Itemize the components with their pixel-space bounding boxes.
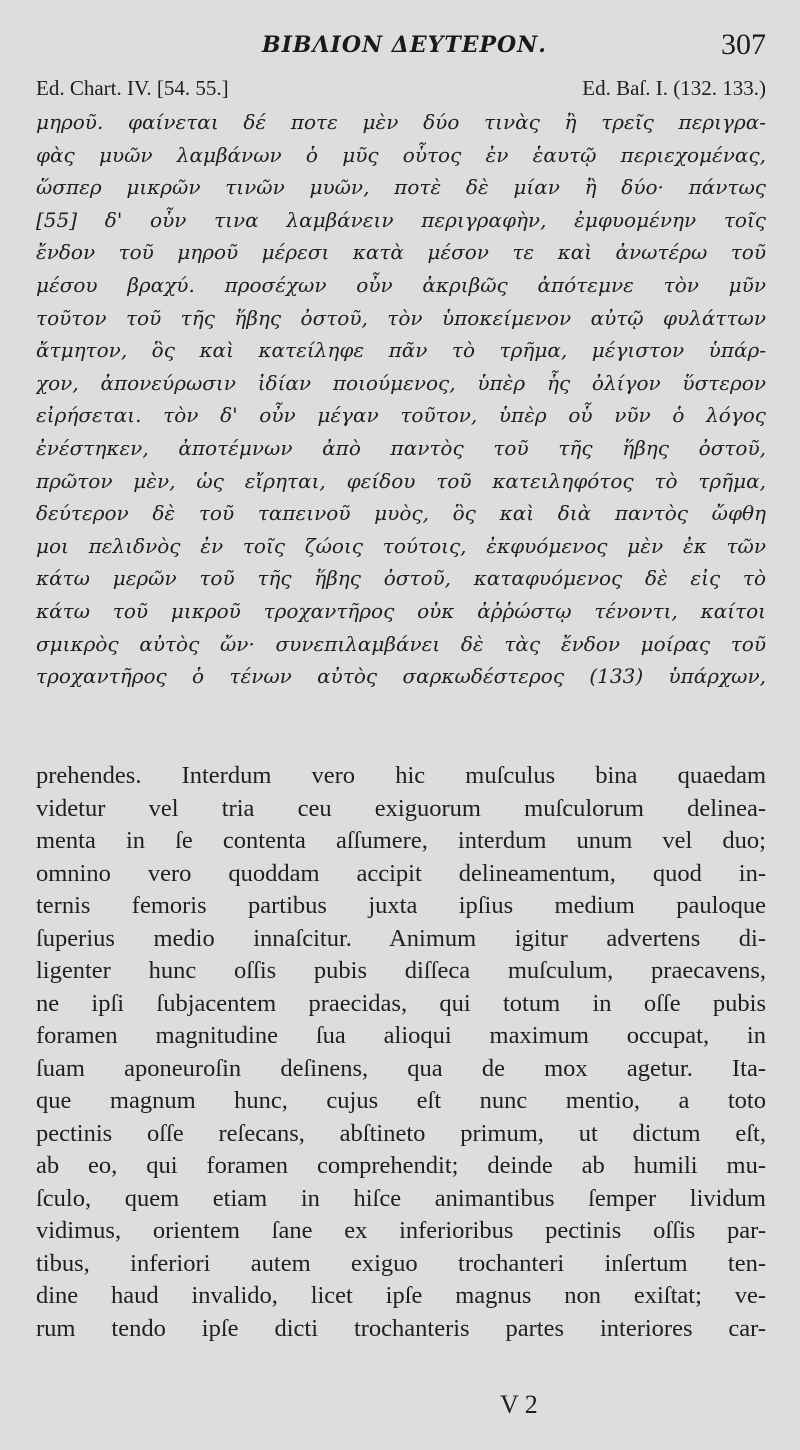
greek-text-line: μηροῦ. φαίνεται δέ ποτε μὲν δύο τινὰς ἢ τρεῖς περιγρα- — [36, 110, 766, 134]
edition-reference-left: Ed. Chart. IV. [54. 55.] — [36, 76, 229, 100]
greek-text-line: [55] δ' οὖν τινα λαμβάνειν περιγραφὴν, ἐμφυομένην τοῖς — [36, 207, 766, 232]
latin-text-line: ſuam aponeuroſin deſinens, qua de mox agetur. Ita- — [36, 1054, 766, 1082]
greek-text-line: χον, ἀπονεύρωσιν ἰδίαν ποιούμενος, ὑπὲρ ἧς ὀλίγον ὕστερον — [36, 370, 766, 395]
latin-text-line: rum tendo ipſe dicti trochanteris partes interiores car- — [36, 1314, 766, 1342]
latin-text-line: ſuperius medio innaſcitur. Animum igitur advertens di- — [36, 924, 766, 952]
latin-text-line: ternis femoris partibus juxta ipſius medium pauloque — [36, 892, 766, 919]
edition-reference-line — [36, 76, 766, 104]
running-head — [0, 28, 800, 68]
greek-text-line: φὰς μυῶν λαμβάνων ὁ μῦς οὗτος ἐν ἑαυτῷ περιεχομένας, — [36, 142, 766, 167]
greek-text-line: εἰρήσεται. τὸν δ' οὖν μέγαν τοῦτον, ὑπὲρ οὗ νῦν ὁ λόγος — [36, 403, 766, 428]
printer-signature-mark: V 2 — [500, 1390, 538, 1419]
page-number: 307 — [721, 28, 766, 61]
greek-text-line: μοι πελιδνὸς ἐν τοῖς ζώοις τούτοις, ἐκφυόμενος μὲν ἐκ τῶν — [36, 533, 766, 558]
greek-text-line: κάτω τοῦ μικροῦ τροχαντῆρος οὐκ ἀῤῥώστῳ τένοντι, καίτοι — [36, 598, 766, 623]
greek-text-block — [36, 106, 766, 693]
latin-text-line: menta in ſe contenta aſſumere, interdum unum vel duo; — [36, 827, 766, 854]
latin-text-line: pectinis oſſe reſecans, abſtineto primum, ut dictum eſt, — [36, 1119, 766, 1147]
latin-text-line: videtur vel tria ceu exiguorum muſculorum delinea- — [36, 794, 766, 822]
latin-text-line: ligenter hunc oſſis pubis diſſeca muſculum, praecavens, — [36, 957, 766, 984]
latin-text-line: omnino vero quoddam accipit delineamentum, quod in- — [36, 859, 766, 887]
latin-text-line: ſculo, quem etiam in hiſce animantibus ſemper lividum — [36, 1184, 766, 1212]
greek-text-line: δεύτερον δὲ τοῦ ταπεινοῦ μυὸς, ὃς καὶ διὰ παντὸς ὤφθη — [36, 501, 766, 526]
latin-text-block — [36, 760, 766, 1345]
greek-text-line: κάτω μερῶν τοῦ τῆς ἥβης ὀστοῦ, καταφυόμενος δὲ εἰς τὸ — [36, 566, 766, 591]
latin-text-line: ne ipſi ſubjacentem praecidas, qui totum in oſſe pubis — [36, 989, 766, 1017]
latin-text-line: dine haud invalido, licet ipſe magnus non exiſtat; ve- — [36, 1282, 766, 1309]
greek-text-line: μέσου βραχύ. προσέχων οὖν ἀκριβῶς ἀπότεμνε τὸν μῦν — [36, 272, 766, 297]
greek-text-line: τροχαντῆρος ὁ τένων αὐτὸς σαρκωδέστερος (133) ὑπάρχων, — [36, 664, 766, 689]
greek-text-line: ἄτμητον, ὃς καὶ κατείληφε πᾶν τὸ τρῆμα, μέγιστον ὑπάρ- — [36, 338, 766, 363]
greek-text-line: ὥσπερ μικρῶν τινῶν μυῶν, ποτὲ δὲ μίαν ἢ δύο· πάντως — [36, 175, 766, 200]
greek-text-line: πρῶτον μὲν, ὡς εἴρηται, φείδου τοῦ κατειληφότος τὸ τρῆμα, — [36, 468, 766, 493]
latin-text-line: foramen magnitudine ſua alioqui maximum occupat, in — [36, 1022, 766, 1049]
greek-text-line: ἔνδον τοῦ μηροῦ μέρεσι κατὰ μέσον τε καὶ ἀνωτέρω τοῦ — [36, 240, 766, 265]
latin-text-line: que magnum hunc, cujus eſt nunc mentio, a toto — [36, 1087, 766, 1114]
running-title: ΒΙΒΛΙΟΝ ΔΕΥΤΕΡΟΝ. — [262, 32, 547, 58]
latin-text-line: prehendes. Interdum vero hic muſculus bina quaedam — [36, 762, 766, 789]
latin-text-line: vidimus, orientem ſane ex inferioribus pectinis oſſis par- — [36, 1217, 766, 1244]
greek-text-line: τοῦτον τοῦ τῆς ἥβης ὀστοῦ, τὸν ὑποκείμενον αὐτῷ φυλάττων — [36, 305, 766, 330]
edition-reference-right: Ed. Baſ. I. (132. 133.) — [582, 76, 766, 100]
latin-text-line: ab eo, qui foramen comprehendit; deinde ab humili mu- — [36, 1152, 766, 1179]
latin-text-line: tibus, inferiori autem exiguo trochanteri inſertum ten- — [36, 1249, 766, 1277]
greek-text-line: σμικρὸς αὐτὸς ὤν· συνεπιλαμβάνει δὲ τὰς ἔνδον μοίρας τοῦ — [36, 631, 766, 656]
greek-text-line: ἐνέστηκεν, ἀποτέμνων ἀπὸ παντὸς τοῦ τῆς ἥβης ὀστοῦ, — [36, 435, 766, 460]
